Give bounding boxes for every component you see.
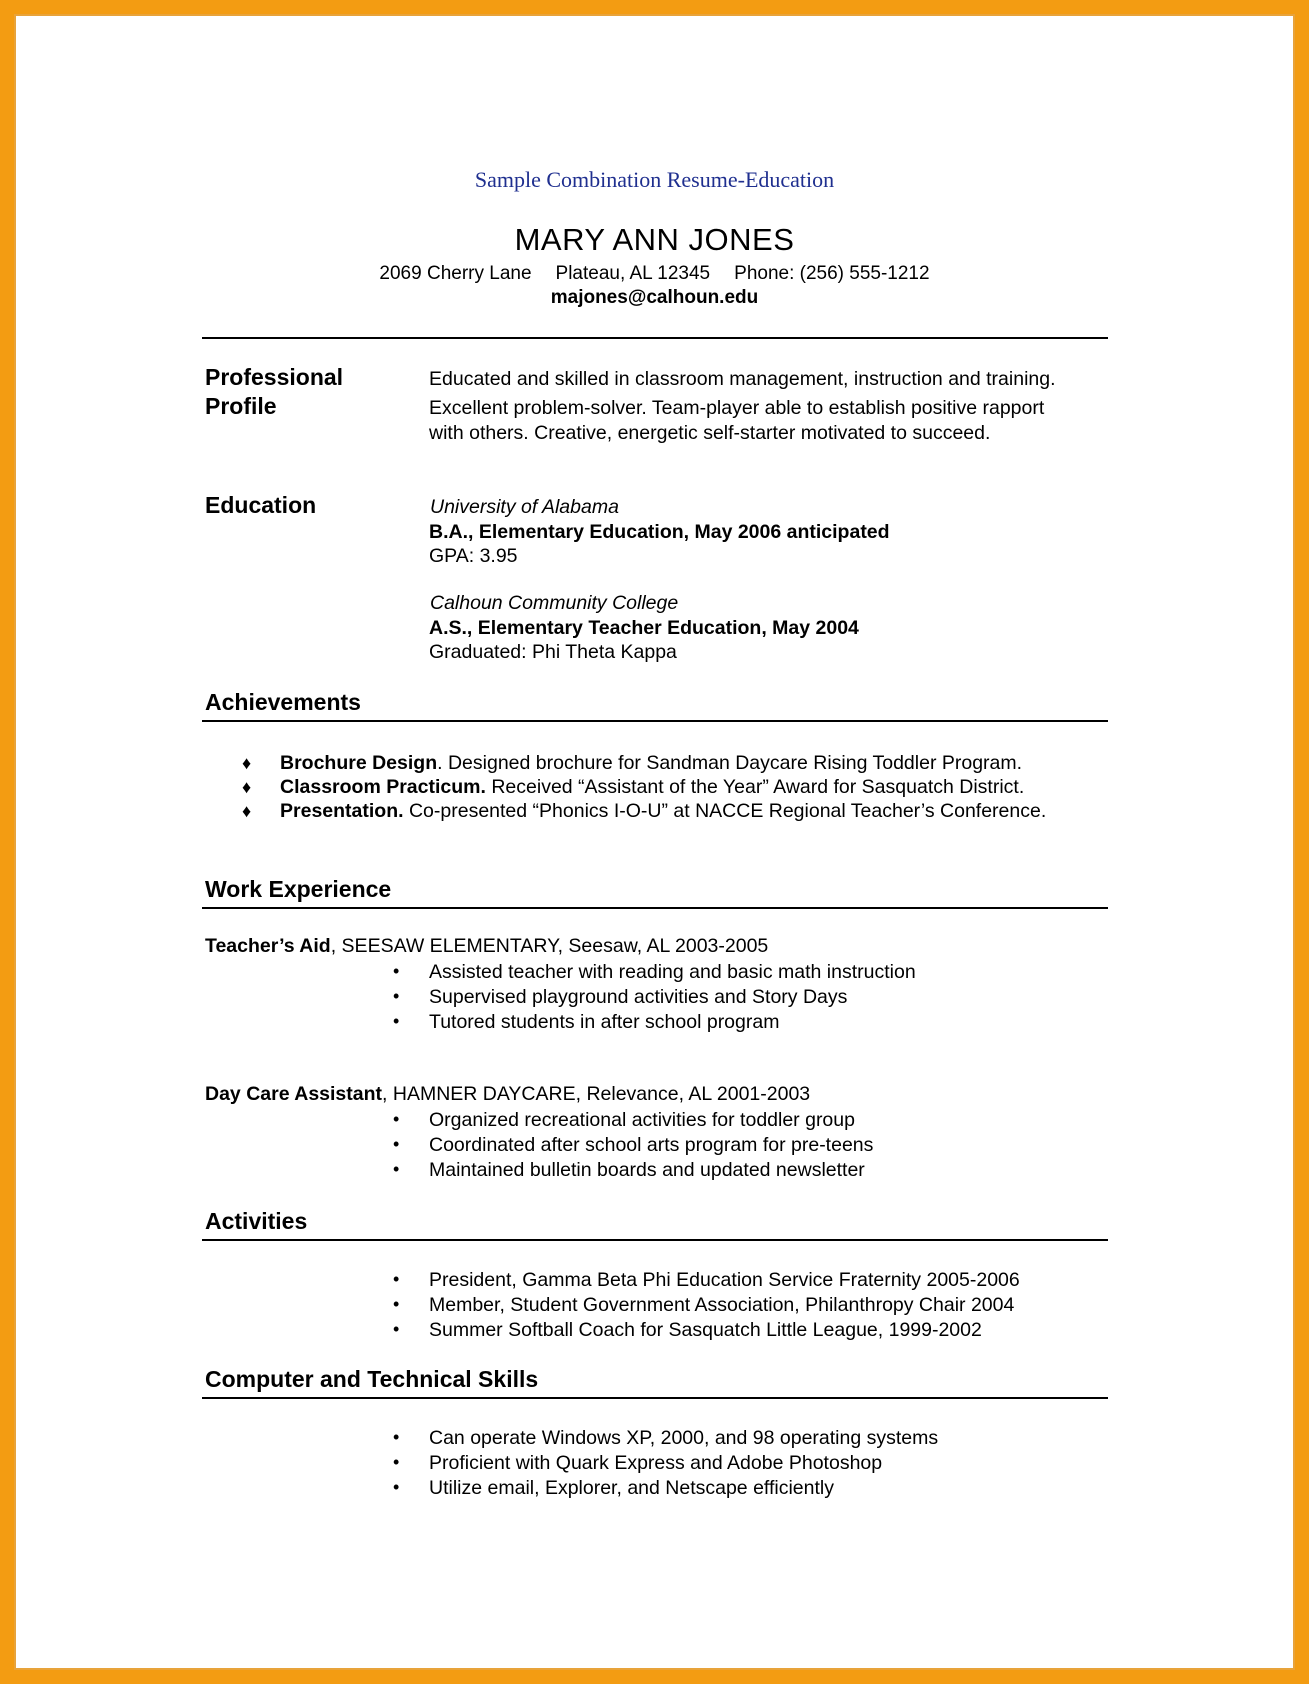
bullet-icon: • <box>393 1134 400 1154</box>
phone-number: Phone: (256) 555-1212 <box>734 263 930 284</box>
skills-divider <box>202 1397 1108 1399</box>
diamond-bullet-icon: ♦ <box>242 753 252 773</box>
applicant-name: MARY ANN JONES <box>514 222 795 257</box>
achievements-divider <box>202 720 1108 722</box>
job-duty: Tutored students in after school program <box>429 1011 780 1033</box>
skill-item: Proficient with Quark Express and Adobe Photoshop <box>429 1452 883 1474</box>
job-duty: Coordinated after school arts program for pre-teens <box>429 1134 874 1156</box>
work-heading: Work Experience <box>205 876 392 902</box>
profile-heading-line1: Professional <box>205 364 344 390</box>
degree: A.S., Elementary Teacher Education, May 2004 <box>429 617 859 639</box>
city-state-zip: Plateau, AL 12345 <box>555 263 711 284</box>
bullet-icon: • <box>393 1294 400 1314</box>
bullet-icon: • <box>393 1477 400 1497</box>
activities-divider <box>202 1239 1108 1241</box>
skill-item: Utilize email, Explorer, and Netscape efficiently <box>429 1477 834 1499</box>
email-address: majones@calhoun.edu <box>550 287 759 308</box>
job-title-line: Day Care Assistant, HAMNER DAYCARE, Relevance, AL 2001-2003 <box>205 1083 811 1105</box>
achievement-item: Brochure Design. Designed brochure for Sandman Daycare Rising Toddler Program. <box>280 752 1023 774</box>
degree: B.A., Elementary Education, May 2006 anticipated <box>429 521 890 543</box>
diamond-bullet-icon: ♦ <box>242 801 252 821</box>
street-address: 2069 Cherry Lane <box>379 263 532 284</box>
bullet-icon: • <box>393 1269 400 1289</box>
bullet-icon: • <box>393 1011 400 1031</box>
profile-heading-line2: Profile <box>205 393 277 419</box>
profile-text-line: with others. Creative, energetic self-starter motivated to succeed. <box>429 422 991 444</box>
achievement-item: Presentation. Co-presented “Phonics I-O-U” at NACCE Regional Teacher’s Conference. <box>280 800 1047 822</box>
activity-item: Member, Student Government Association, Philanthropy Chair 2004 <box>429 1294 1015 1316</box>
job-duty: Supervised playground activities and Story Days <box>429 986 848 1008</box>
job-duty: Organized recreational activities for toddler group <box>429 1109 855 1131</box>
school-name: University of Alabama <box>430 496 619 518</box>
bullet-icon: • <box>393 961 400 981</box>
document-title: Sample Combination Resume-Education <box>474 167 835 192</box>
bullet-icon: • <box>393 1427 400 1447</box>
school-name: Calhoun Community College <box>430 592 679 614</box>
header-divider <box>202 337 1108 339</box>
skill-item: Can operate Windows XP, 2000, and 98 operating systems <box>429 1427 939 1449</box>
bullet-icon: • <box>393 1452 400 1472</box>
profile-text-line: Excellent problem-solver. Team-player able to establish positive rapport <box>429 397 1045 419</box>
diamond-bullet-icon: ♦ <box>242 777 252 797</box>
bullet-icon: • <box>393 1319 400 1339</box>
activity-item: Summer Softball Coach for Sasquatch Little League, 1999-2002 <box>429 1319 982 1341</box>
work-divider <box>202 907 1108 909</box>
job-title-line: Teacher’s Aid, SEESAW ELEMENTARY, Seesaw, AL 2003-2005 <box>205 935 769 957</box>
skills-heading: Computer and Technical Skills <box>205 1366 539 1392</box>
education-heading: Education <box>205 492 317 518</box>
bullet-icon: • <box>393 1109 400 1129</box>
achievement-item: Classroom Practicum. Received “Assistant of the Year” Award for Sasquatch District. <box>280 776 1025 798</box>
bullet-icon: • <box>393 1159 400 1179</box>
contact-line <box>0 263 1309 285</box>
profile-text-line: Educated and skilled in classroom management, instruction and training. <box>429 368 1056 390</box>
job-duty: Assisted teacher with reading and basic math instruction <box>429 961 916 983</box>
achievements-heading: Achievements <box>205 689 361 715</box>
job-duty: Maintained bulletin boards and updated newsletter <box>429 1159 865 1181</box>
school-note: GPA: 3.95 <box>429 545 518 567</box>
bullet-icon: • <box>393 986 400 1006</box>
activities-heading: Activities <box>205 1208 308 1234</box>
activity-item: President, Gamma Beta Phi Education Service Fraternity 2005-2006 <box>429 1269 1020 1291</box>
school-note: Graduated: Phi Theta Kappa <box>429 641 677 663</box>
